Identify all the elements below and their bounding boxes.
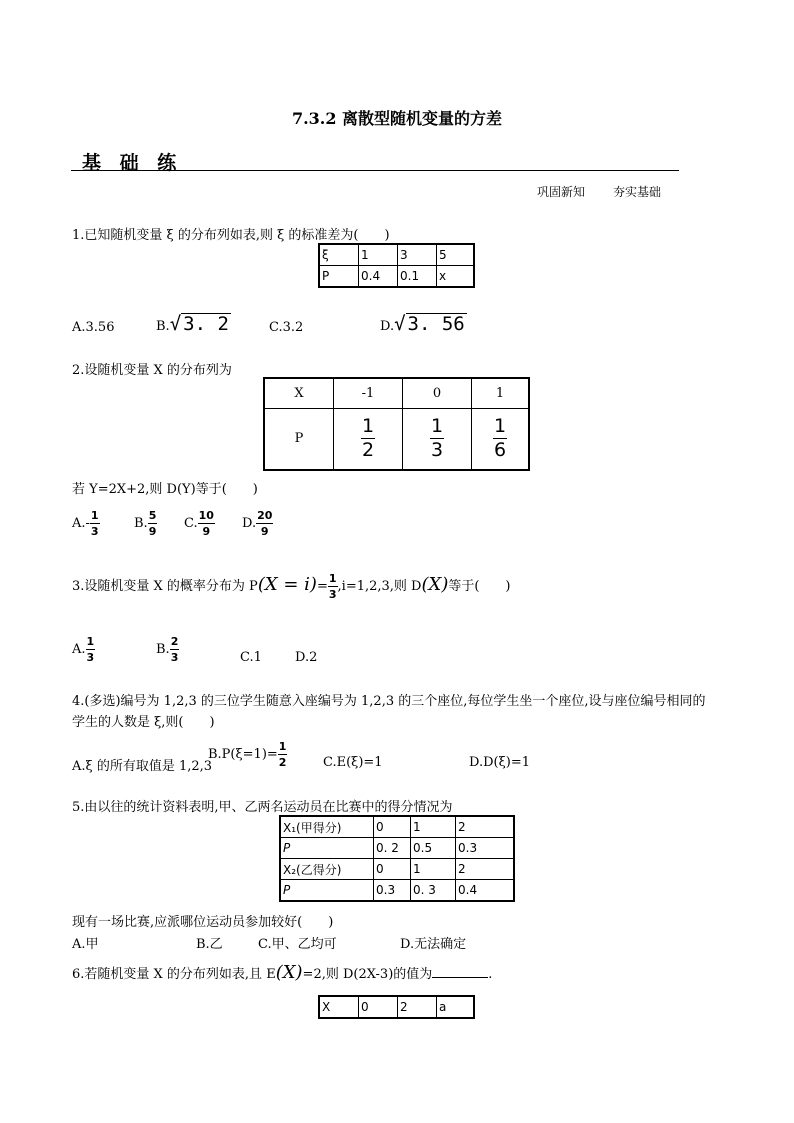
tag-foundation: 夯实基础: [613, 185, 662, 199]
math-expression: (X): [275, 962, 303, 983]
sqrt-expression: √ 3. 56: [394, 313, 465, 335]
fraction: $\frac{20}{9}$: [257, 509, 273, 538]
table-cell: 0. 3: [411, 880, 456, 902]
table-cell: P: [264, 408, 334, 470]
q2-stem: 2.设随机变量 X 的分布列为: [72, 363, 232, 378]
q2-option-a: A.- $\frac{1}{3}$: [72, 509, 99, 538]
q2-substem: 若 Y=2X+2,则 D(Y)等于( ): [72, 482, 258, 497]
table-cell: 0. 2: [374, 838, 411, 859]
q3-stem: 3.设随机变量 X 的概率分布为 P(X = i)= $\frac{1}{3}$ ,i=1,2,3,则 D(X)等于( ): [72, 572, 511, 601]
q4-option-b: B.P(ξ=1)= $\frac{1}{2}$: [208, 740, 287, 769]
q1-option-b: B.√ 3. 2: [156, 313, 229, 335]
table-cell: 2: [456, 816, 515, 838]
table-cell: 2: [456, 859, 515, 880]
table-row: [280, 838, 514, 859]
q2-option-c: C. $\frac{10}{9}$: [184, 509, 214, 538]
q1-option-d: D.√ 3. 56: [380, 313, 465, 335]
q3-option-c: C.1: [240, 650, 262, 665]
table-row: [319, 266, 474, 288]
fraction: $\frac{1}{3}$: [86, 635, 95, 664]
q5-table: [279, 815, 515, 902]
q4-stem-line1: 4.(多选)编号为 1,2,3 的三位学生随意入座编号为 1,2,3 的三个座位,每位学生坐一个座位,设与座位编号相同的: [72, 694, 706, 709]
fraction: $\frac{1}{3}$: [430, 415, 444, 462]
q5-substem: 现有一场比赛,应派哪位运动员参加较好( ): [72, 915, 334, 930]
table-cell: 0: [403, 378, 472, 408]
table-row: [319, 244, 474, 266]
q5-option-c: C.甲、乙均可: [258, 937, 337, 952]
table-row: [280, 859, 514, 880]
table-row: [264, 378, 529, 408]
table-cell: x: [437, 266, 475, 288]
q1-stem: 1.已知随机变量 ξ 的分布列如表,则 ξ 的标准差为( ): [72, 228, 390, 243]
q4-option-d: D.D(ξ)=1: [469, 755, 530, 770]
fraction: $\frac{2}{3}$: [170, 635, 179, 664]
table-row: [264, 408, 529, 470]
fraction: $\frac{1}{3}$: [90, 509, 99, 538]
table-cell: [403, 408, 472, 470]
page-title: 7.3.2 离散型随机变量的方差: [291, 109, 503, 128]
fraction: $\frac{1}{6}$: [493, 415, 507, 462]
q2-table: [263, 377, 530, 471]
q4-option-a: A.ξ 的所有取值是 1,2,3: [72, 759, 213, 774]
q3-option-b: B. $\frac{2}{3}$: [156, 635, 179, 664]
table-row: [280, 880, 514, 902]
table-cell: X: [319, 996, 359, 1018]
section-heading: 基 础 练: [82, 152, 183, 174]
q6-table: [318, 995, 475, 1019]
table-cell: ξ: [319, 244, 359, 266]
table-cell: X: [264, 378, 334, 408]
q1-table: [318, 243, 475, 288]
fraction: $\frac{5}{9}$: [148, 509, 157, 538]
q3-option-a: A. $\frac{1}{3}$: [72, 635, 95, 664]
q2-option-d: D. $\frac{20}{9}$: [242, 509, 273, 538]
table-cell: -1: [334, 378, 403, 408]
answer-blank: [432, 977, 488, 978]
table-cell: 1: [359, 244, 398, 266]
table-cell: a: [437, 996, 475, 1018]
fraction: $\frac{1}{2}$: [361, 415, 375, 462]
table-row: [319, 996, 474, 1018]
fraction: $\frac{10}{9}$: [198, 509, 214, 538]
q2-option-b: B. $\frac{5}{9}$: [134, 509, 157, 538]
table-cell: 0.3: [456, 838, 515, 859]
fraction: $\frac{1}{2}$: [278, 740, 287, 769]
math-expression: (X): [421, 574, 449, 595]
table-cell: 0.3: [374, 880, 411, 902]
table-cell: 0.4: [456, 880, 515, 902]
math-expression: (X = i): [257, 574, 317, 595]
table-cell: 1: [472, 378, 530, 408]
fraction: $\frac{1}{3}$: [328, 572, 337, 601]
tag-consolidate: 巩固新知: [537, 185, 586, 199]
table-row: [280, 816, 514, 838]
table-cell: P: [319, 266, 359, 288]
q3-option-d: D.2: [295, 650, 318, 665]
table-cell: 0: [374, 859, 411, 880]
table-cell: [334, 408, 403, 470]
table-cell: P: [280, 838, 374, 859]
table-cell: 0: [359, 996, 398, 1018]
q4-stem-line2: 学生的人数是 ξ,则( ): [72, 715, 215, 730]
table-cell: X₂(乙得分): [280, 859, 374, 880]
table-cell: 0.4: [359, 266, 398, 288]
q5-option-d: D.无法确定: [400, 937, 467, 952]
table-cell: P: [280, 880, 374, 902]
section-tags: [537, 183, 661, 200]
q1-option-c: C.3.2: [269, 320, 304, 335]
table-cell: 1: [411, 816, 456, 838]
q6-stem: 6.若随机变量 X 的分布列如表,且 E(X)=2,则 D(2X-3)的值为 .: [72, 962, 493, 983]
table-cell: 0.5: [411, 838, 456, 859]
sqrt-expression: √ 3. 2: [169, 313, 229, 335]
q5-option-a: A.甲: [72, 937, 99, 952]
q4-option-c: C.E(ξ)=1: [323, 755, 383, 770]
table-cell: 1: [411, 859, 456, 880]
q5-stem: 5.由以往的统计资料表明,甲、乙两名运动员在比赛中的得分情况为: [72, 800, 453, 815]
table-cell: 3: [398, 244, 437, 266]
section-divider: [71, 170, 679, 171]
table-cell: 0: [374, 816, 411, 838]
table-cell: 0.1: [398, 266, 437, 288]
q5-option-b: B.乙: [196, 937, 223, 952]
q1-option-a: A.3.56: [72, 320, 115, 335]
table-cell: [472, 408, 530, 470]
table-cell: X₁(甲得分): [280, 816, 374, 838]
table-cell: 2: [398, 996, 437, 1018]
table-cell: 5: [437, 244, 475, 266]
